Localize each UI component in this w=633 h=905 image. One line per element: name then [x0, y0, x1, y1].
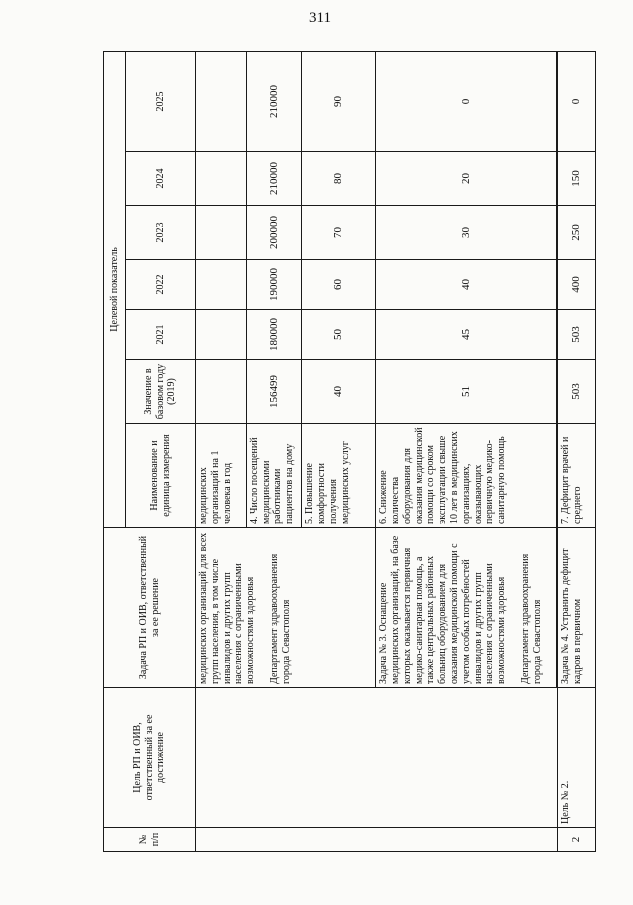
task-3-department: Департамент здравоохранения города Севастополя [520, 553, 543, 684]
header-goal: Цель РП и ОИВ, ответственный за ее достижение [104, 688, 196, 828]
indicator-table-rotated [103, 52, 596, 852]
indicator-5-2023: 70 [302, 206, 376, 260]
page-number: 311 [309, 10, 331, 26]
indicator-5-name: 5. Повышение комфортности получения медицинских услуг [302, 424, 376, 528]
header-year-2022: 2022 [126, 260, 196, 310]
indicator-6-name: 6. Снижение количества оборудования для оказания медицинской помощи со сроком эксплуатации свыше 10 лет в медицинских организациях, оказывающих первичную медико-санитарную помощь [376, 424, 556, 528]
indicator-4-2023: 200000 [246, 206, 301, 260]
indicator-6-2021: 45 [376, 310, 556, 360]
table-row [196, 51, 247, 851]
header-target-indicator: Целевой показатель [104, 51, 126, 527]
task-2-cell [196, 528, 376, 688]
table-row [557, 51, 595, 851]
indicator-7-base: 503 [557, 360, 595, 424]
goal-2-text: Цель № 2. [557, 688, 595, 828]
header-indicator-name: Наименование и единица измерения [126, 424, 196, 528]
indicator-3-name: медицинских организаций на 1 человека в год [196, 424, 247, 528]
indicator-7-2021: 503 [557, 310, 595, 360]
header-base-value: Значение в базовом году (2019) [126, 360, 196, 424]
indicator-4-2025: 210000 [246, 51, 301, 151]
indicator-4-name: 4. Число посещений медицинскими работниками пациентов на дому [246, 424, 301, 528]
header-year-2025: 2025 [126, 51, 196, 151]
cell-num-empty [196, 828, 558, 852]
indicator-5-2021: 50 [302, 310, 376, 360]
task-2-text: медицинских организаций для всех групп населения, в том числе инвалидов и других групп населения с ограниченными возможностями здоровья [198, 532, 257, 684]
indicator-5-2022: 60 [302, 260, 376, 310]
header-num: № п/п [104, 828, 196, 852]
indicator-5-2025: 90 [302, 51, 376, 151]
header-year-2024: 2024 [126, 152, 196, 206]
indicator-7-2024: 150 [557, 152, 595, 206]
indicator-6-2022: 40 [376, 260, 556, 310]
indicator-6-base: 51 [376, 360, 556, 424]
indicator-7-2023: 250 [557, 206, 595, 260]
indicator-7-2022: 400 [557, 260, 595, 310]
indicator-7-name: 7. Дефицит врачей и среднего [557, 424, 595, 528]
header-year-2023: 2023 [126, 206, 196, 260]
task-3-cell [376, 528, 556, 688]
indicator-4-2022: 190000 [246, 260, 301, 310]
indicator-5-base: 40 [302, 360, 376, 424]
row-2-num: 2 [557, 828, 595, 852]
cell-goal-empty [196, 688, 558, 828]
indicator-7-2025: 0 [557, 51, 595, 151]
indicator-4-base: 156499 [246, 360, 301, 424]
header-year-2021: 2021 [126, 310, 196, 360]
indicator-4-2024: 210000 [246, 152, 301, 206]
indicator-6-2023: 30 [376, 206, 556, 260]
indicator-4-2021: 180000 [246, 310, 301, 360]
task-4-text: Задача № 4. Устранить дефицит кадров в первичном [557, 528, 595, 688]
header-task: Задача РП и ОИВ, ответственный за ее решение [104, 528, 196, 688]
indicator-6-2025: 0 [376, 51, 556, 151]
indicator-6-2024: 20 [376, 152, 556, 206]
task-3-text: Задача № 3. Оснащение медицинских организаций, на базе которых оказывается первичная медико-санитарная помощь, а также центральных районных больниц оборудованием для оказания медицинской помощи с учетом особых потребностей инвалидов и других групп населения с ограниченными возможностями здоровья [378, 535, 508, 684]
indicator-5-2024: 80 [302, 152, 376, 206]
task-2-department: Департамент здравоохранения города Севастополя [268, 553, 292, 684]
indicator-table [103, 51, 596, 852]
